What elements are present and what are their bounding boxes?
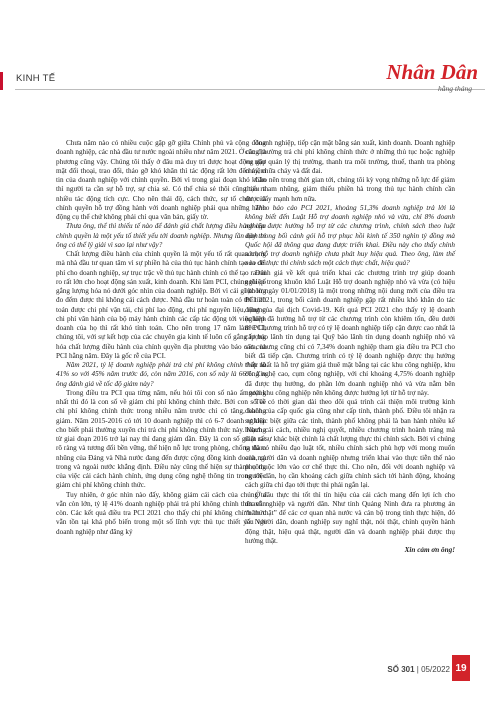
issue-number: SỐ 301 (387, 665, 415, 674)
logo-subtitle: hằng tháng (438, 84, 472, 93)
paragraph: Cho nên trong thời gian tới, chúng tôi kỳ vọng những nỗ lực để giảm thiểu tham nhũng, giảm thiểu phiền hà trong thủ tục hành chính cần được đẩy mạnh hơn nữa. (245, 176, 455, 203)
article-column-left (56, 139, 266, 537)
paragraph: doanh nghiệp, tiếp cận mặt bằng sản xuất, kinh doanh. Doanh nghiệp cũng thường trả chi phí không chính thức ở những thủ tục hoặc nghiệp vụ như quản lý thị trường, thanh tra môi trường, thuế, thanh tra phòng cháy, chữa cháy và đất đai. (245, 139, 455, 175)
issue-date: 05/2022 (421, 665, 450, 674)
paragraph: Chưa năm nào có nhiều cuộc gặp gỡ giữa Chính phủ và cộng đồng doanh nghiệp, các nhà đầu tư nước ngoài nhiều như năm 2021. Ở các địa phương cũng vậy. Chúng tôi thấy ở đâu mà duy trì được hoạt động gặp mặt đối thoại, trao đổi, thảo gỡ khó khăn thì tác động rất lớn đến niềm tin của doanh nghiệp với chính quyền. Bởi vì trong giai đoạn khó khăn thì người ta cần sự hỗ trợ, sự chia sẻ. Có thể chia sẻ thôi cũng tạo ra nhiều tác động tích cực. Cho nên thái độ, cách thức, sự tổ chức của chính quyền hỗ trợ đồng hành với doanh nghiệp phải qua những hành động cụ thể chứ không phải chỉ qua văn bản, giấy tờ. (56, 139, 266, 221)
interview-question: Năm 2021, tỷ lệ doanh nghiệp phải trả chi phí không chính thức là 41% so với 45% năm trước đó, còn năm 2016, con số này là 66%. Xin ông đánh giá về tốc độ giảm này? (56, 361, 266, 388)
interview-question: Theo báo cáo PCI 2021, khoảng 51,3% doanh nghiệp trả lời là không biết đến Luật Hỗ trợ doanh nghiệp nhỏ và vừa, chỉ 8% doanh nghiệp được hưởng hỗ trợ từ các chương trình, chính sách theo luật định trong bối cảnh gói hỗ trợ phục hồi kinh tế 350 nghìn tỷ đồng mà Quốc hội đã thông qua đang được triển khai. Điều này cho thấy chính sách hỗ trợ doanh nghiệp chưa phát huy hiệu quả. Theo ông, làm thế nào để thực thi chính sách một cách thực chất, hiệu quả? (245, 203, 455, 268)
paragraph: Chất lượng điều hành của chính quyền là một yếu tố rất quan trọng mà nhà đầu tư quan tâm vì sự phiền hà của thủ tục hành chính tạo ra chi phí cho doanh nghiệp, sự trục trặc về thủ tục hành chính có thể tạo ra rủi ro rất lớn cho hoạt động sản xuất, kinh doanh. Khi làm PCI, chúng tôi cố gắng lượng hóa nó dưới góc nhìn của doanh nghiệp. Bởi vì cái gì không đo đếm được thì không cải cách được. Nhà đầu tư hoàn toàn có thể tính toán được chi phí vận tải, chi phí lao động, chi phí nguyên liệu, nhưng chi phí văn hành của bộ máy hành chính các cấp tác động tới việc kinh doanh của họ thì rất khó tính toán. Cho nên trong 17 năm làm PCI, chúng tôi, với sự kết hợp của các chuyên gia kinh tế luôn cố gắng lượng hóa chất lượng điều hành của chính quyền địa phương vào báo cáo của PCI hằng năm. Đây là gốc rễ của PCI. (56, 250, 266, 360)
closing-remark: Xin cảm ơn ông! (404, 546, 455, 554)
paragraph: Tuy nhiên, ở góc nhìn nào đấy, không giảm cái cách của chúng ta vẫn còn lớn, tỷ lệ 41% doanh nghiệp phải trả phí không chính thức vẫn còn. Các kết quả điều tra PCI 2021 cho thấy chi phí không chính thức vẫn tồn tại khá phổ biến trong một số lĩnh vực thủ tục thiết yếu với doanh nghiệp như đăng ký (56, 490, 266, 536)
paragraph: Trong điều tra PCI qua từng năm, nếu hỏi tôi con số nào ấn tượng nhất thì đó là con số về giảm chi phí không chính thức. Bởi con số về chi phí không chính thức trong nhiều năm trước chỉ có tăng, không giảm. Năm 2015-2016 có tới 10 doanh nghiệp thì có 6-7 doanh nghiệp cho biết phải thường xuyên chi trả chi phí không chính thức này. Nhưng từ giai đoạn 2016 trở lại nay thì đang giảm dần. Đây là con số giảm rất rõ ràng và tương đối bền vững, thể hiện nỗ lực trong phòng, chống tham nhũng của Đảng và Nhà nước đang đến được cộng đồng kinh doanh, cả trong và ngoài nước khẳng định. Điều này cũng thể hiện sự thành công của việc cải cách hành chính, ứng dụng công nghệ thông tin trong việc giảm chi phí không chính thức. (56, 388, 266, 490)
article-column-right (245, 139, 455, 555)
section-title: KINH TẾ (16, 73, 56, 84)
paragraph: Đánh giá về kết quả triển khai các chương trình trợ giúp doanh nghiệp trong khuôn khổ Luật Hỗ trợ doanh nghiệp nhỏ và vừa (có hiệu lực từ ngày 01/01/2018) là một trong những nội dung mới của điều tra PCI 2021, trong bối cảnh doanh nghiệp gặp rất nhiều khó khăn do tác động của đại dịch Covid-19. Kết quả PCI 2021 cho thấy tỷ lệ doanh nghiệp đã hưởng hỗ trợ từ các chương trình còn khiêm tốn, đều dưới 8%. Chương trình hỗ trợ có tỷ lệ doanh nghiệp tiếp cận được cao nhất là cấp bảo lãnh tín dụng tại Quỹ bảo lãnh tín dụng doanh nghiệp nhỏ và vừa, nhưng cũng chỉ có 7,34% doanh nghiệp tham gia điều tra PCI cho biết đã tiếp cận. Chương trình có tỷ lệ doanh nghiệp được thụ hưởng thấp nhất là hỗ trợ giảm giá thuê mặt bằng tại các khu công nghiệp, khu công nghệ cao, cụm công nghiệp, với chỉ khoảng 4,75% doanh nghiệp đã được thụ hưởng, do phần lớn doanh nghiệp nhỏ và vừa nằm bên ngoài khu công nghiệp nên không được hưởng lợi từ hỗ trợ này. (245, 268, 455, 397)
logo-title: Nhân Dân (386, 60, 478, 84)
page-footer: SỐ 301 | 05/2022 (387, 665, 450, 674)
interview-question: Thưa ông, thể thì thiếu tế nào để đánh giá chất lượng điều hành của chính quyền là một yếu tố thiết yếu tới doanh nghiệp. Nhưng lần này thì ông có thể lý giải vì sao lại như vậy? (56, 222, 266, 249)
magazine-logo (386, 62, 478, 93)
paragraph: Tôi có thời gian dài theo dõi quá trình cải thiện môi trường kinh doanh của cấp quốc gia cũng như cấp tỉnh, thành phố. Điều tôi nhận ra sự khác biệt giữa các tỉnh, thành phố không phải là ban hành nhiều kế hoạch cải cách, nhiều nghị quyết, nhiều chương trình hoành tráng mà thật ra sự khác biệt chính là chất lượng thực thi chính sách. Bởi vì chúng ta đã có nhiều đạo luật tốt, nhiều chính sách phù hợp với mong muốn của người dân và doanh nghiệp nhưng triển khai vào thực tiễn thế nào phụ thuộc lớn vào cơ chế thực thi. Cho nên, đối với doanh nghiệp và người dân, họ cần khoảng cách giữa chính sách tới hành động, khoảng cách giữa chỉ đạo tới thực thi phải ngắn lại. (245, 398, 455, 490)
paragraph: Ở đâu thực thi tốt thì tín hiệu của cải cách mang đến lợi ích cho doanh nghiệp và người dân. Như tỉnh Quảng Ninh đưa ra phương án “năm thật” để các cơ quan nhà nước và cán bộ trong tỉnh thực hiện, đó là: Người dân, doanh nghiệp suy nghĩ thật, nói thật, chính quyền hành động thật, hiệu quả thật, người dân và doanh nghiệp phải được thụ hưởng thật. (245, 490, 455, 545)
section-marker (0, 72, 3, 90)
page-number: 19 (452, 655, 470, 681)
